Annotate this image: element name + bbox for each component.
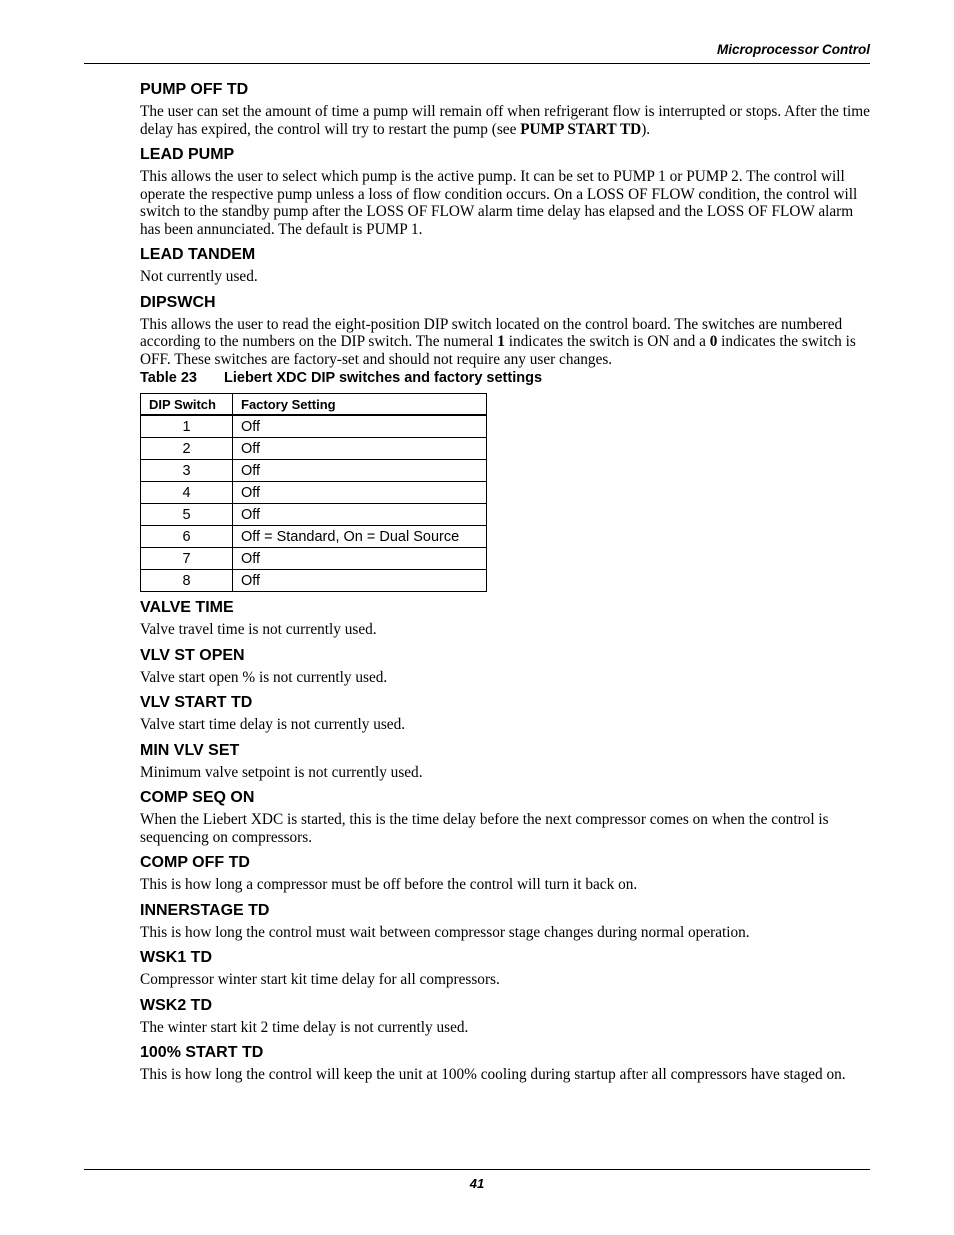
section-text: This is how long the control must wait between compressor stage changes during normal operation. <box>140 923 750 941</box>
section-text: The winter start kit 2 time delay is not currently used. <box>140 1018 469 1036</box>
table-caption <box>140 370 875 387</box>
dip-switch-number: 5 <box>141 504 233 526</box>
table-row <box>141 482 487 504</box>
section-heading: LEAD TANDEM <box>140 246 256 263</box>
running-header: Microprocessor Control <box>716 42 870 57</box>
section-heading: WSK1 TD <box>140 949 212 966</box>
factory-setting: Off <box>233 570 487 592</box>
table-row <box>141 548 487 570</box>
section-text: Minimum valve setpoint is not currently used. <box>140 763 423 781</box>
section-text: This is how long a compressor must be off before the control will turn it back on. <box>140 876 638 893</box>
section-wsk2-td <box>140 996 875 1037</box>
section-heading: MIN VLV SET <box>140 741 240 759</box>
section-comp-seq-on <box>140 788 875 846</box>
dip-switch-number: 7 <box>141 548 233 570</box>
factory-setting: Off <box>233 460 487 482</box>
table-row <box>141 438 487 460</box>
section-lead-tandem <box>140 245 875 286</box>
section-heading: PUMP OFF TD <box>140 81 249 98</box>
dip-switch-number: 6 <box>141 526 233 548</box>
dip-switch-number: 2 <box>141 438 233 460</box>
section-innerstage-td <box>140 901 875 942</box>
factory-setting: Off = Standard, On = Dual Source <box>233 526 487 548</box>
text-run: indicates the switch is OFF. These switches are factory-set and should not require any user changes. <box>140 333 856 368</box>
section-pump-off-td <box>140 80 875 138</box>
section-100-start-td <box>140 1043 875 1084</box>
table-row <box>141 504 487 526</box>
page-number: 41 <box>469 1176 485 1191</box>
dip-switch-number: 4 <box>141 482 233 504</box>
section-heading: COMP OFF TD <box>140 854 250 871</box>
section-heading: 100% START TD <box>140 1044 264 1061</box>
column-header: Factory Setting <box>233 394 487 416</box>
section-text: Valve start time delay is not currently used. <box>140 716 406 733</box>
dip-switch-table <box>140 393 487 592</box>
table-row <box>141 526 487 548</box>
factory-setting: Off <box>233 548 487 570</box>
cross-reference: PUMP START TD <box>520 120 642 138</box>
factory-setting: Off <box>233 438 487 460</box>
section-text: This allows the user to select which pump is the active pump. It can be set to PUMP 1 or PUMP 2. The control will operate the respective pump unless a loss of flow condition occurs. On a LOSS OF FLOW condition, the control will switch to the standby pump after the LOSS OF FLOW alarm time delay has elapsed and the LOSS OF FLOW alarm has been annunciated. The default is PUMP 1. <box>140 168 858 238</box>
section-lead-pump <box>140 145 875 238</box>
section-heading: LEAD PUMP <box>140 146 235 163</box>
section-text <box>140 316 875 369</box>
dip-switch-number: 3 <box>141 460 233 482</box>
column-header: DIP Switch <box>141 394 233 416</box>
table-header-row <box>141 394 487 416</box>
section-text: Valve start open % is not currently used. <box>140 668 388 686</box>
text-run: indicates the switch is ON and a <box>504 333 710 350</box>
section-heading: VLV ST OPEN <box>140 646 245 664</box>
header-rule <box>84 63 870 64</box>
page-body <box>140 80 875 1091</box>
section-heading: COMP SEQ ON <box>140 789 255 806</box>
dip-switch-number: 8 <box>141 570 233 592</box>
section-dipswch <box>140 293 875 369</box>
section-heading: WSK2 TD <box>140 996 212 1014</box>
section-valve-time <box>140 598 875 639</box>
section-text: When the Liebert XDC is started, this is the time delay before the next compressor comes on when the control is sequencing on compressors. <box>140 811 829 846</box>
section-text: Not currently used. <box>140 268 258 285</box>
section-vlv-st-open <box>140 646 875 687</box>
emphasis: 1 <box>497 333 505 350</box>
table-row <box>141 460 487 482</box>
table-row <box>141 415 487 438</box>
factory-setting: Off <box>233 504 487 526</box>
dip-switch-number: 1 <box>141 415 233 438</box>
section-min-vlv-set <box>140 741 875 782</box>
text-run: This allows the user to read the eight-position DIP switch located on the control board. The switches are numbered according to the numbers on the DIP switch. The numeral <box>140 315 843 350</box>
section-comp-off-td <box>140 853 875 894</box>
factory-setting: Off <box>233 415 487 438</box>
table-row <box>141 570 487 592</box>
factory-setting: Off <box>233 482 487 504</box>
section-heading: DIPSWCH <box>140 293 216 311</box>
section-vlv-start-td <box>140 693 875 734</box>
section-heading: VLV START TD <box>140 694 253 711</box>
section-heading: INNERSTAGE TD <box>140 901 270 919</box>
table-title: Liebert XDC DIP switches and factory settings <box>224 370 543 386</box>
section-wsk1-td <box>140 948 875 989</box>
table-number: Table 23 <box>140 370 197 386</box>
section-text: Valve travel time is not currently used. <box>140 621 377 638</box>
text-run: The user can set the amount of time a pump will remain off when refrigerant flow is interrupted or stops. After the time delay has expired, the control will try to restart the pump (see <box>140 103 870 138</box>
emphasis: 0 <box>709 333 718 350</box>
section-heading: VALVE TIME <box>140 599 234 616</box>
section-text: Compressor winter start kit time delay for all compressors. <box>140 971 500 988</box>
footer-rule <box>84 1169 870 1170</box>
section-text <box>140 103 875 138</box>
text-run: ). <box>641 120 651 138</box>
section-text: This is how long the control will keep the unit at 100% cooling during startup after all compressors have staged on. <box>140 1066 846 1083</box>
